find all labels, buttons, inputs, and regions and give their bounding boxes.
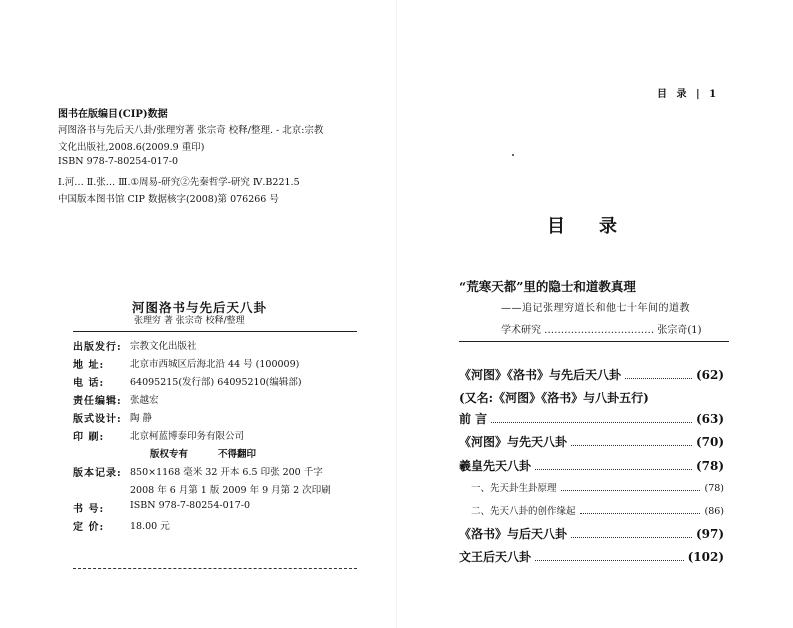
pub-label: 印 刷:: [73, 432, 105, 443]
pub-value: 宗教文化出版社: [130, 341, 197, 352]
price-value: 18.00 元: [130, 521, 170, 532]
cip-line: ISBN 978-7-80254-017-0: [58, 156, 178, 167]
toc-label: 《洛书》与后天八卦: [459, 527, 568, 541]
divider: [73, 331, 357, 332]
toc-page: (62): [695, 368, 724, 382]
toc-leader: [571, 445, 692, 446]
toc-label: 羲皇先天八卦: [459, 459, 532, 473]
toc-leader: [625, 378, 692, 379]
toc-page: (86): [704, 506, 724, 517]
pub-value: 64095215(发行部) 64095210(编辑部): [130, 377, 302, 388]
rights-exclusive: 版权专有: [150, 449, 189, 460]
book-authors: 张理穷 著 张宗奇 校释/整理: [134, 316, 245, 326]
cip-line: 河图洛书与先后天八卦/张理穷著 张宗奇 校释/整理. - 北京:宗教: [58, 125, 324, 136]
isbn-label: 书 号:: [73, 504, 105, 515]
intro-subtitle: ——追记张理穷道长和他七十年间的道教: [501, 303, 690, 314]
toc-label: 《河图》《洛书》与先后天八卦: [459, 368, 622, 382]
price-label: 定 价:: [73, 522, 105, 533]
toc-leader: [535, 469, 692, 470]
toc-entry: [459, 548, 724, 565]
divider: [459, 341, 729, 342]
running-header: 目 录 | 1: [657, 89, 720, 100]
toc-entry: [459, 366, 724, 383]
intro-title: “荒寒天都”里的隐士和道教真理: [459, 279, 636, 294]
page-gutter: [396, 0, 397, 628]
toc-entry: [459, 389, 724, 406]
pub-label: 责任编辑:: [73, 396, 122, 407]
pub-label: 出版发行:: [73, 342, 122, 353]
pub-label: 地 址:: [73, 360, 105, 371]
toc-leader: [491, 422, 692, 423]
book-title: 河图洛书与先后天八卦: [132, 300, 268, 315]
cip-line: 中国版本图书馆 CIP 数据核字(2008)第 076266 号: [58, 194, 279, 205]
cip-line: 文化出版社,2008.6(2009.9 重印): [58, 142, 205, 153]
rights-no-reprint: 不得翻印: [218, 449, 257, 460]
toc-label: 《河图》与先天八卦: [459, 435, 568, 449]
rights-notice: [150, 446, 286, 460]
toc-page: (78): [695, 459, 724, 473]
intro-subtitle-cont: 学术研究 …………………………… 张宗奇(1): [501, 325, 702, 336]
isbn-value: ISBN 978-7-80254-017-0: [130, 500, 250, 511]
toc-leader: [580, 513, 701, 514]
toc-label: 前 言: [459, 412, 488, 426]
pub-label: 电 话:: [73, 378, 105, 389]
toc-entry: [471, 480, 724, 494]
pub-value: 北京市西城区后海北沿 44 号 (100009): [130, 359, 300, 370]
toc-entry: [459, 457, 724, 474]
toc-label: (又名:《河图》《洛书》与八卦五行): [459, 391, 649, 405]
record-line: 850×1168 毫米 32 开本 6.5 印张 200 千字: [130, 467, 323, 478]
toc-page: (97): [695, 527, 724, 541]
toc-page: (70): [695, 435, 724, 449]
pub-value: 北京柯蓝博泰印务有限公司: [130, 431, 245, 442]
pub-label: 版式设计:: [73, 414, 122, 425]
toc-page: (102): [687, 550, 724, 564]
toc-entry: [459, 433, 724, 450]
toc-label: 文王后天八卦: [459, 550, 532, 564]
toc-leader: [571, 537, 692, 538]
contents-heading: 目录: [547, 216, 651, 237]
toc-leader: [561, 490, 701, 491]
record-line: 2008 年 6 月第 1 版 2009 年 9 月第 2 次印刷: [130, 485, 331, 496]
toc-entry: [471, 503, 724, 517]
cip-title: 图书在版编目(CIP)数据: [58, 109, 168, 120]
record-label: 版本记录:: [73, 468, 122, 479]
toc-page: (63): [695, 412, 724, 426]
pub-value: 张越宏: [130, 395, 159, 406]
toc-label: 二、先天八卦的创作缘起: [471, 506, 576, 517]
toc-entry: [459, 525, 724, 542]
toc-leader: [535, 560, 684, 561]
speck: [512, 154, 514, 156]
cip-line: Ⅰ.河… Ⅱ.张… Ⅲ.①周易-研究②先秦哲学-研究 Ⅳ.B221.5: [58, 177, 300, 188]
toc-page: (78): [704, 483, 724, 494]
pub-value: 陶 静: [130, 413, 153, 424]
bottom-dashed-rule: [73, 568, 357, 569]
toc-label: 一、先天卦生卦原理: [471, 483, 557, 494]
toc-entry: [459, 410, 724, 427]
